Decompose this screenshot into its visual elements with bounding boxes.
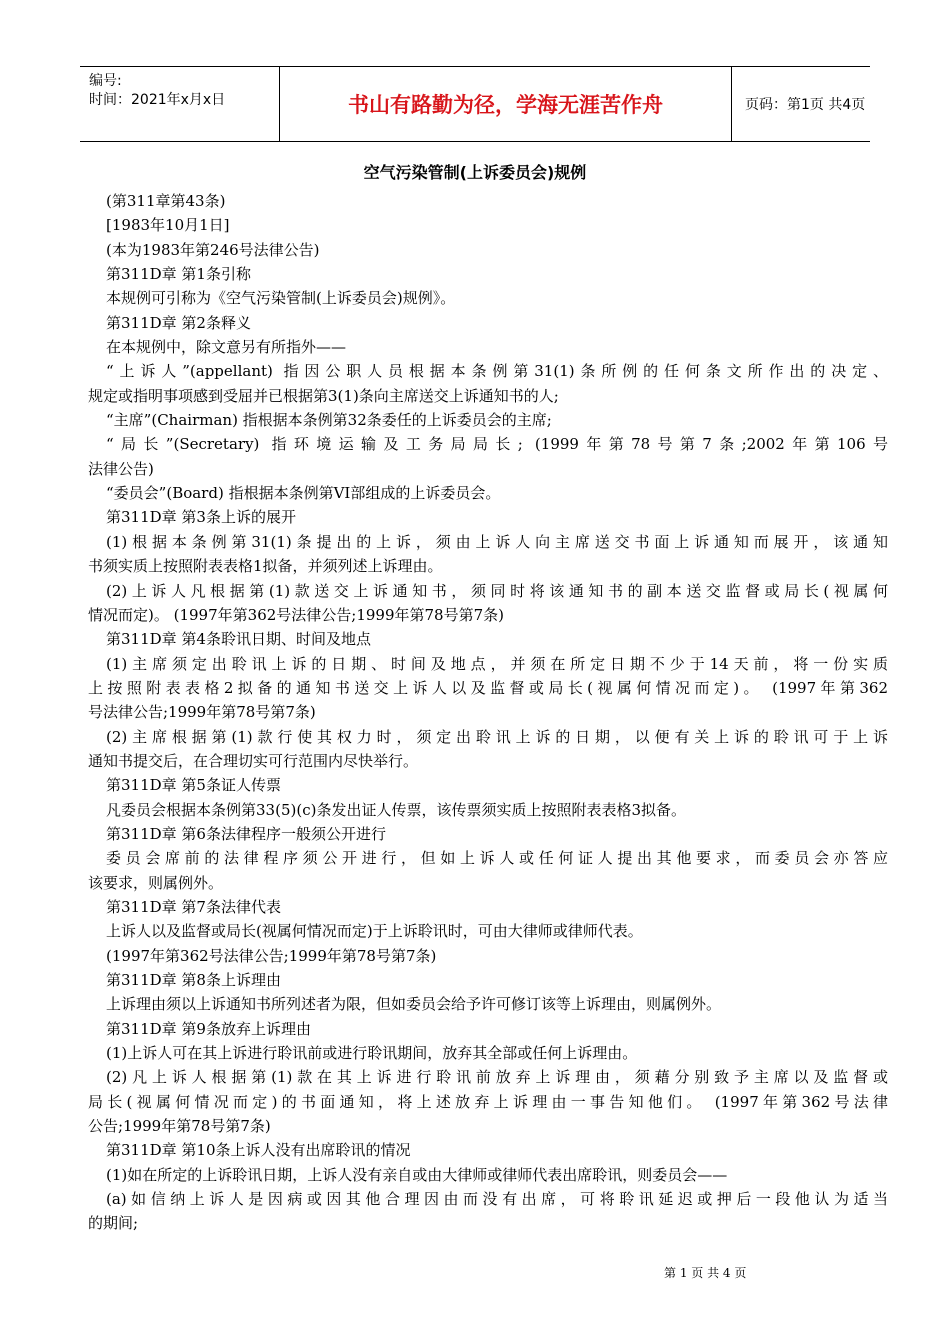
text-line: 该要求，则属例外。 xyxy=(88,873,224,892)
text-line: “局长”(Secretary) 指环境运输及工务局局长; (1999年第78号第7条;2002年第106号 xyxy=(106,435,888,454)
text-line: 第311D章 第1条引称 xyxy=(106,265,251,284)
page-footer: 第 1 页 共 4 页 xyxy=(664,1266,747,1280)
header-page-code: 页码：第1页 共4页 xyxy=(745,97,866,113)
text-line: (1)主席须定出聆讯上诉的日期、时间及地点，并须在所定日期不少于14天前，将一份实质 xyxy=(106,654,888,673)
text-line: 公告;1999年第78号第7条) xyxy=(88,1117,271,1136)
text-line: 第311D章 第5条证人传票 xyxy=(106,776,281,795)
text-line: 上诉理由须以上诉通知书所列述者为限，但如委员会给予许可修订该等上诉理由，则属例外。 xyxy=(106,995,722,1014)
text-line: (1)根据本条例第31(1)条提出的上诉，须由上诉人向主席送交书面上诉通知而展开，该通知 xyxy=(106,532,888,551)
text-line: 号法律公告;1999年第78号第7条) xyxy=(88,703,316,722)
text-line: (a)如信纳上诉人是因病或因其他合理因由而没有出席，可将聆讯延迟或押后一段他认为适当 xyxy=(106,1190,888,1209)
text-line: 法律公告) xyxy=(88,459,154,478)
text-line: 在本规例中，除文意另有所指外—— xyxy=(106,338,347,357)
text-line: 本规例可引称为《空气污染管制(上诉委员会)规例》。 xyxy=(106,289,456,308)
text-line: 上按照附表表格2拟备的通知书送交上诉人以及监督或局长(视属何情况而定)。 (1997年第362 xyxy=(88,678,888,697)
text-line: 第311D章 第6条法律程序一般须公开进行 xyxy=(106,824,386,843)
text-line: (1997年第362号法律公告;1999年第78号第7条) xyxy=(106,946,437,965)
text-line: (本为1983年第246号法律公告) xyxy=(106,240,320,259)
text-line: 第311D章 第8条上诉理由 xyxy=(106,971,281,989)
text-line: “委员会”(Board) 指根据本条例第VI部组成的上诉委员会。 xyxy=(106,484,501,503)
text-line: (2)主席根据第(1)款行使其权力时，须定出聆讯上诉的日期，以便有关上诉的聆讯可于上诉 xyxy=(106,727,888,746)
text-line: “上诉人”(appellant) 指因公职人员根据本条例第31(1)条所例的任何条文所作出的决定、 xyxy=(106,362,888,381)
text-line: 委员会席前的法律程序须公开进行，但如上诉人或任何证人提出其他要求，而委员会亦答应 xyxy=(106,849,888,868)
document-header xyxy=(80,66,870,142)
text-line: 书须实质上按照附表表格1拟备，并须列述上诉理由。 xyxy=(88,557,443,576)
text-line: (1)上诉人可在其上诉进行聆讯前或进行聆讯期间，放弃其全部或任何上诉理由。 xyxy=(106,1044,638,1063)
time-label: 时间：2021年x月x日 xyxy=(89,92,226,108)
text-line: [1983年10月1日] xyxy=(106,216,230,235)
text-line: 通知书提交后，在合理切实可行范围内尽快举行。 xyxy=(88,751,419,770)
text-line: 凡委员会根据本条例第33(5)(c)条发出证人传票，该传票须实质上按照附表表格3拟备。 xyxy=(106,800,686,819)
text-line: 第311D章 第9条放弃上诉理由 xyxy=(106,1019,311,1038)
text-line: 第311D章 第3条上诉的展开 xyxy=(106,508,296,527)
header-meta xyxy=(80,67,280,141)
number-label: 编号: xyxy=(89,73,122,89)
text-line: 规定或指明事项感到受屈并已根据第3(1)条向主席送交上诉通知书的人; xyxy=(88,386,559,405)
text-line: (2)上诉人凡根据第(1)款送交上诉通知书，须同时将该通知书的副本送交监督或局长(视属何 xyxy=(106,581,888,600)
text-line: 的期间; xyxy=(88,1214,139,1233)
text-line: 局长(视属何情况而定)的书面通知，将上述放弃上诉理由一事告知他们。 (1997年第362号法律 xyxy=(88,1092,888,1111)
text-line: 第311D章 第4条聆讯日期、时间及地点 xyxy=(106,630,371,649)
text-line: (2)凡上诉人根据第(1)款在其上诉进行聆讯前放弃上诉理由，须藉分别致予主席以及监督或 xyxy=(106,1068,888,1087)
document-body xyxy=(88,189,888,1236)
text-line: 情况而定)。 (1997年第362号法律公告;1999年第78号第7条) xyxy=(88,605,504,624)
document-title: 空气污染管制(上诉委员会)规例 xyxy=(363,163,587,182)
text-line: “主席”(Chairman) 指根据本条例第32条委任的上诉委员会的主席; xyxy=(106,411,552,430)
text-line: 第311D章 第2条释义 xyxy=(106,313,251,332)
text-line: 第311D章 第7条法律代表 xyxy=(106,897,281,916)
text-line: 上诉人以及监督或局长(视属何情况而定)于上诉聆讯时，可由大律师或律师代表。 xyxy=(106,922,643,941)
text-line: (1)如在所定的上诉聆讯日期，上诉人没有亲自或由大律师或律师代表出席聆讯，则委员会—— xyxy=(106,1165,728,1184)
text-line: (第311章第43条) xyxy=(106,192,226,210)
text-line: 第311D章 第10条上诉人没有出席聆讯的情况 xyxy=(106,1141,411,1160)
header-motto: 书山有路勤为径，学海无涯苦作舟 xyxy=(280,67,732,141)
